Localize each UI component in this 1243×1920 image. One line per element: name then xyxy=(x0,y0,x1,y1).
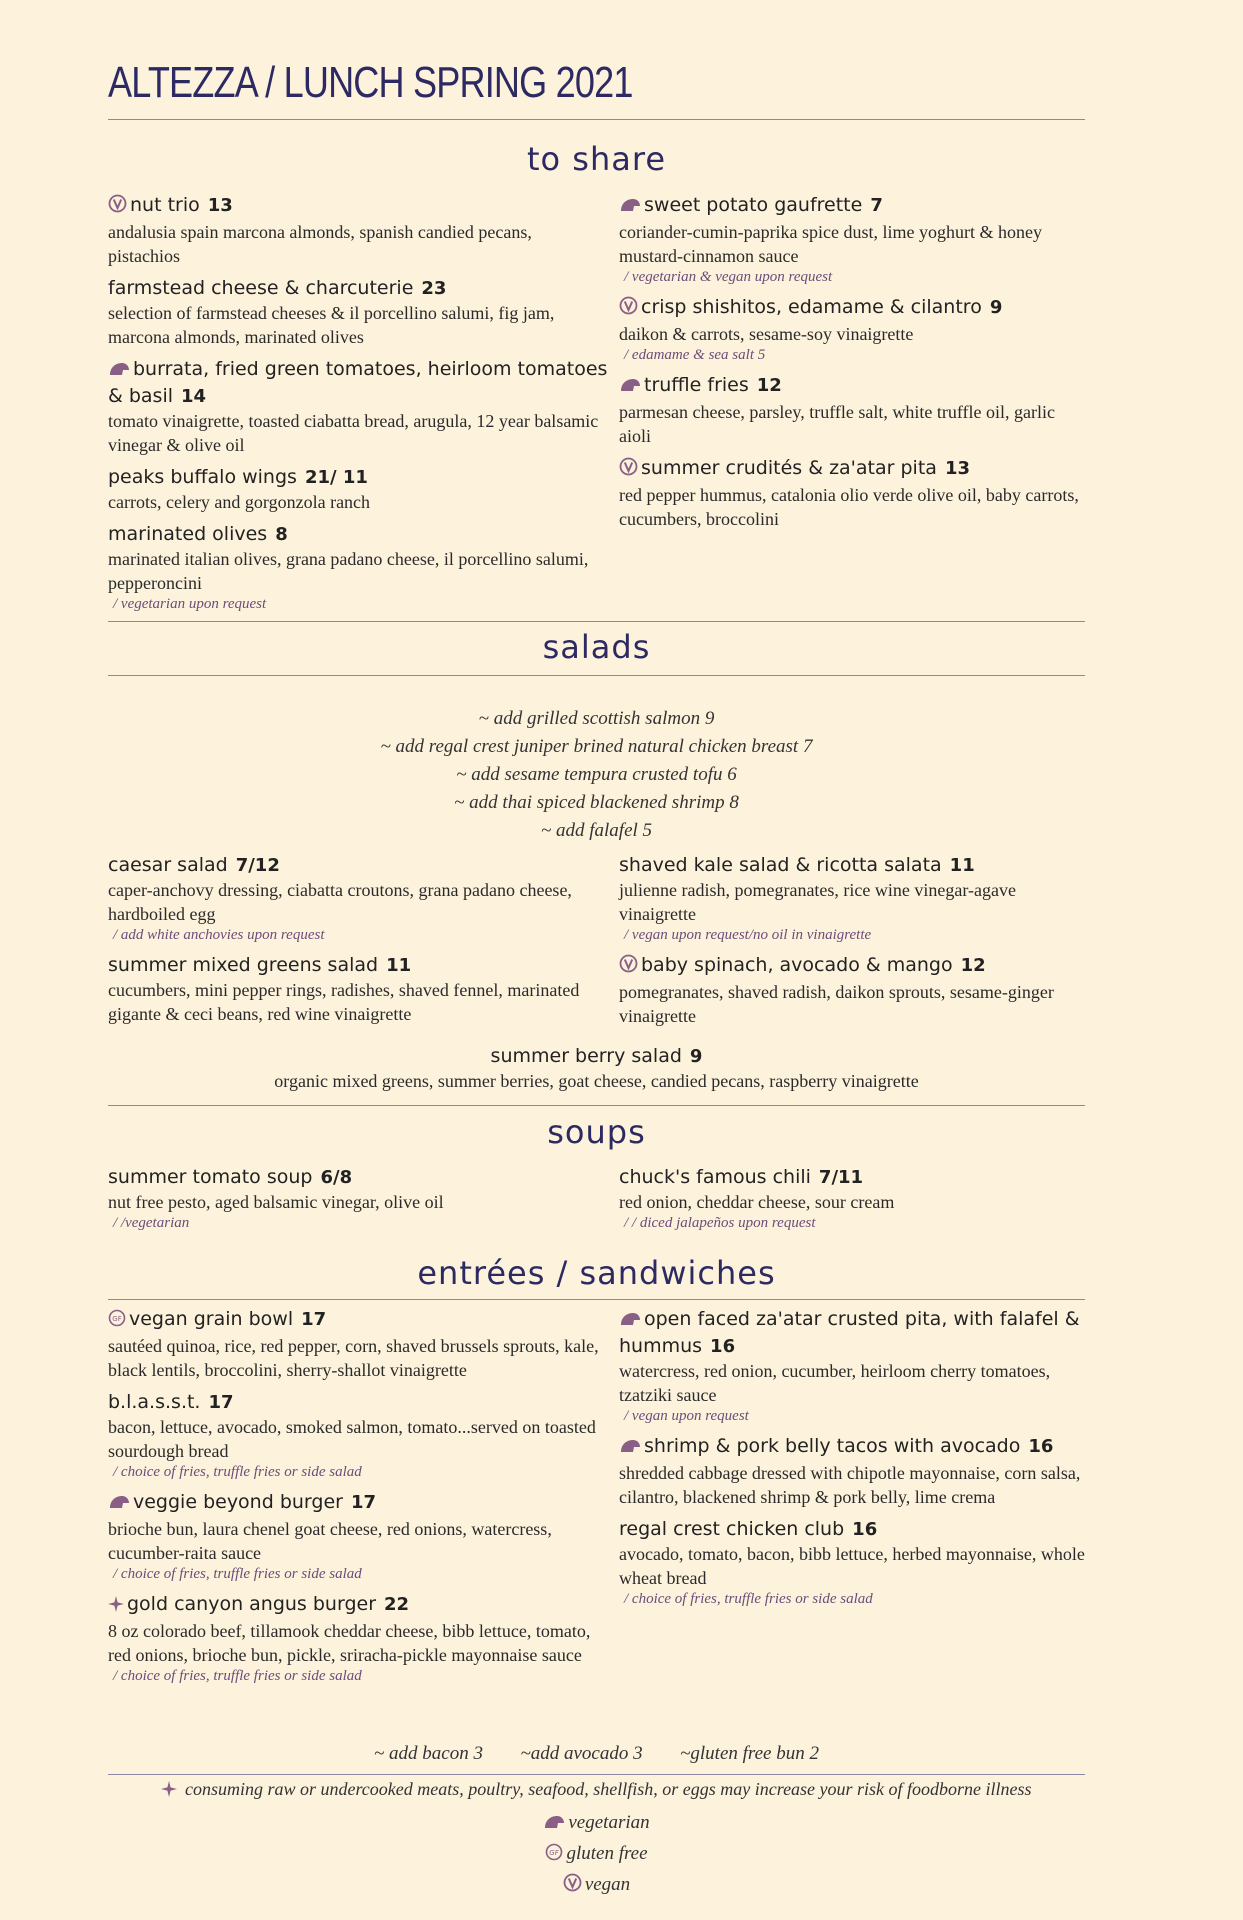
menu-item-description: bacon, lettuce, avocado, smoked salmon, tomato...served on toasted sourdough bread xyxy=(108,1417,596,1461)
extra-option: ~gluten free bun 2 xyxy=(680,1743,819,1764)
menu-item-description: organic mixed greens, summer berries, goat cheese, candied pecans, raspberry vinaigrette xyxy=(274,1071,919,1091)
menu-item-description: avocado, tomato, bacon, bibb lettuce, herbed mayonnaise, whole wheat bread xyxy=(619,1544,1085,1588)
menu-item xyxy=(108,1307,608,1382)
menu-item-price: 17 xyxy=(350,1492,377,1513)
menu-item-description: parmesan cheese, parsley, truffle salt, white truffle oil, garlic aioli xyxy=(619,402,1055,446)
menu-item-name: gold canyon angus burger 22 xyxy=(108,1592,608,1619)
salads-left-column xyxy=(108,853,608,1034)
menu-item-name: regal crest chicken club 16 xyxy=(619,1518,878,1540)
menu-item-description: cucumbers, mini pepper rings, radishes, shaved fennel, marinated gigante & ceci beans, red wine vinaigrette xyxy=(108,980,580,1024)
menu-item xyxy=(619,456,1085,531)
menu-item xyxy=(108,465,608,514)
menu-item-price: 11 xyxy=(386,955,412,976)
menu-item-price: 13 xyxy=(207,195,233,216)
menu-item-description: nut free pesto, aged balsamic vinegar, olive oil xyxy=(108,1192,444,1212)
summer-berry-salad xyxy=(108,1044,1085,1093)
menu-item-description: andalusia spain marcona almonds, spanish candied pecans, pistachios xyxy=(108,222,532,266)
vegetarian-icon xyxy=(108,359,130,384)
menu-item-price: 16 xyxy=(710,1336,736,1357)
menu-item-note: / vegetarian upon request xyxy=(113,596,267,612)
menu-item-name: summer tomato soup 6/8 xyxy=(108,1166,353,1188)
salad-add-on: ~ add thai spiced blackened shrimp 8 xyxy=(454,792,739,813)
gluten-free-icon xyxy=(108,1309,126,1334)
menu-item-description: marinated italian olives, grana padano cheese, il porcellino salumi, pepperoncini xyxy=(108,549,589,593)
menu-item xyxy=(619,953,1085,1028)
vegetarian-icon xyxy=(543,1810,565,1839)
menu-item-price: 6/8 xyxy=(320,1167,353,1188)
legend-gluten-free: GF gluten free xyxy=(108,1839,1085,1870)
legend-vegetarian: vegetarian xyxy=(108,1808,1085,1839)
menu-item-note: / / diced jalapeños upon request xyxy=(624,1215,816,1231)
menu-item-description: carrots, celery and gorgonzola ranch xyxy=(108,492,371,512)
menu-item-name: GF vegan grain bowl 17 xyxy=(108,1307,608,1334)
menu-item-price: 16 xyxy=(852,1519,878,1540)
extra-option: ~add avocado 3 xyxy=(520,1743,643,1764)
menu-item-price: 9 xyxy=(989,297,1003,318)
vegan-icon xyxy=(108,194,127,220)
menu-item-description: brioche bun, laura chenel goat cheese, red onions, watercress, cucumber-raita sauce xyxy=(108,1519,552,1563)
salad-add-on: ~ add falafel 5 xyxy=(540,820,653,841)
menu-item-name: sweet potato gaufrette 7 xyxy=(619,193,1085,220)
menu-item xyxy=(108,193,608,268)
svg-text:GF: GF xyxy=(549,1848,560,1857)
vegetarian-icon xyxy=(619,195,641,220)
menu-item xyxy=(619,373,1085,448)
share-right-column xyxy=(619,193,1085,539)
menu-item-name: open faced za'atar crusted pita, with falafel & hummus 16 xyxy=(619,1308,1080,1357)
menu-item-name: summer berry salad 9 xyxy=(490,1045,703,1067)
menu-item-price: 13 xyxy=(944,458,970,479)
menu-item-price: 12 xyxy=(960,955,986,976)
menu-item-price: 7/12 xyxy=(235,855,280,876)
share-left-column xyxy=(108,193,608,622)
menu-item-price: 17 xyxy=(208,1392,234,1413)
salads-right-column xyxy=(619,853,1085,1036)
divider xyxy=(108,119,1085,120)
menu-item-note: / choice of fries, truffle fries or side salad xyxy=(113,1668,362,1684)
menu-item-price: 22 xyxy=(384,1594,410,1615)
legend-vegan: vegan xyxy=(108,1870,1085,1901)
menu-item xyxy=(619,1165,1085,1233)
menu-item xyxy=(108,522,608,614)
menu-item-note: / edamame & sea salt 5 xyxy=(624,347,766,363)
menu-item-description: coriander-cumin-paprika spice dust, lime yoghurt & honey mustard-cinnamon sauce xyxy=(619,222,1043,266)
menu-item xyxy=(619,295,1085,365)
menu-item-name: summer mixed greens salad 11 xyxy=(108,954,412,976)
vegan-icon xyxy=(619,954,638,980)
menu-item-description: red pepper hummus, catalonia olio verde olive oil, baby carrots, cucumbers, broccolini xyxy=(619,485,1079,529)
menu-item xyxy=(619,1517,1085,1609)
salad-add-ons xyxy=(108,705,1085,845)
menu-item-name: marinated olives 8 xyxy=(108,523,288,545)
raw-warning-icon xyxy=(161,1781,177,1802)
vegetarian-icon xyxy=(619,375,641,400)
raw-warning-icon xyxy=(108,1594,124,1619)
entrees-left-column xyxy=(108,1307,608,1694)
menu-item-note: / choice of fries, truffle fries or side salad xyxy=(113,1566,362,1582)
salad-add-on: ~ add grilled scottish salmon 9 xyxy=(478,708,715,729)
menu-item-note: / add white anchovies upon request xyxy=(113,927,325,943)
menu-item-price: 23 xyxy=(421,278,447,299)
menu-item-description: pomegranates, shaved radish, daikon sprouts, sesame-ginger vinaigrette xyxy=(619,982,1054,1026)
menu-title: ALTEZZA / LUNCH SPRING 2021 xyxy=(108,58,633,107)
menu-item-price: 21/ 11 xyxy=(304,467,368,488)
svg-text:GF: GF xyxy=(112,1314,122,1323)
menu-item-description: watercress, red onion, cucumber, heirloom cherry tomatoes, tzatziki sauce xyxy=(619,1361,1051,1405)
menu-item-note: / vegan upon request/no oil in vinaigrette xyxy=(624,927,872,943)
menu-item-price: 7/11 xyxy=(818,1167,864,1188)
menu-item-note: / choice of fries, truffle fries or side salad xyxy=(624,1591,873,1607)
menu-item-note: / vegetarian & vegan upon request xyxy=(624,269,833,285)
vegetarian-icon xyxy=(619,1309,641,1334)
menu-item-price: 12 xyxy=(756,375,782,396)
menu-item-name: caesar salad 7/12 xyxy=(108,854,280,876)
vegan-icon xyxy=(619,457,638,483)
divider xyxy=(108,1105,1085,1106)
menu-item-description: tomato vinaigrette, toasted ciabatta bread, arugula, 12 year balsamic vinegar & olive oil xyxy=(108,411,599,455)
menu-item-name: peaks buffalo wings 21/ 11 xyxy=(108,466,368,488)
menu-item-price: 7 xyxy=(870,195,883,216)
menu-item-name: summer crudités & za'atar pita 13 xyxy=(619,456,1085,483)
gluten-free-icon xyxy=(545,1841,563,1870)
menu-item xyxy=(619,853,1085,945)
menu-item-price: 9 xyxy=(689,1046,703,1067)
menu-item-price: 11 xyxy=(949,855,975,876)
menu-item-name: shaved kale salad & ricotta salata 11 xyxy=(619,854,975,876)
entree-extras xyxy=(108,1743,1085,1765)
divider xyxy=(108,1774,1085,1775)
section-title-share: to share xyxy=(527,140,666,178)
menu-item-description: 8 oz colorado beef, tillamook cheddar cheese, bibb lettuce, tomato, red onions, brioche bun, pickle, sriracha-pickle mayonnaise sauce xyxy=(108,1621,591,1665)
menu-item xyxy=(108,276,608,349)
menu-item xyxy=(619,1434,1085,1509)
menu-item-name: shrimp & pork belly tacos with avocado 16 xyxy=(619,1434,1085,1461)
section-title-entrees: entrées / sandwiches xyxy=(417,1254,776,1292)
menu-item-price: 17 xyxy=(301,1309,327,1330)
extra-option: ~ add bacon 3 xyxy=(374,1743,483,1764)
soups-right-column xyxy=(619,1165,1085,1241)
menu-item xyxy=(108,1490,608,1584)
vegan-icon xyxy=(563,1872,582,1901)
menu-item-name: veggie beyond burger 17 xyxy=(108,1490,608,1517)
menu-item-name: burrata, fried green tomatoes, heirloom tomatoes & basil 14 xyxy=(108,358,608,407)
menu-item-name: crisp shishitos, edamame & cilantro 9 xyxy=(619,295,1085,322)
menu-item xyxy=(619,1307,1085,1426)
menu-item-price: 14 xyxy=(181,386,207,407)
icon-legend xyxy=(108,1808,1085,1901)
menu-item-description: sautéed quinoa, rice, red pepper, corn, shaved brussels sprouts, kale, black lentils, broccolini, sherry-shallot vinaigrette xyxy=(108,1336,599,1380)
divider xyxy=(108,621,1085,622)
menu-item-name: farmstead cheese & charcuterie 23 xyxy=(108,277,447,299)
menu-item-note: / /vegetarian xyxy=(113,1215,190,1231)
foodborne-warning: consuming raw or undercooked meats, poultry, seafood, shellfish, or eggs may increase your risk of foodborne illness xyxy=(108,1779,1085,1802)
menu-item xyxy=(108,1390,608,1482)
menu-item xyxy=(108,1592,608,1686)
menu-item-name: b.l.a.s.s.t. 17 xyxy=(108,1391,234,1413)
entrees-right-column xyxy=(619,1307,1085,1617)
menu-item xyxy=(108,357,608,457)
menu-item-name: chuck's famous chili 7/11 xyxy=(619,1166,864,1188)
divider xyxy=(108,1299,1085,1300)
menu-item-description: selection of farmstead cheeses & il porcellino salumi, fig jam, marcona almonds, marinated olives xyxy=(108,303,555,347)
menu-item-name: baby spinach, avocado & mango 12 xyxy=(619,953,1085,980)
menu-item-description: red onion, cheddar cheese, sour cream xyxy=(619,1192,895,1212)
menu-item xyxy=(108,853,608,945)
vegetarian-icon xyxy=(108,1492,130,1517)
menu-item-description: caper-anchovy dressing, ciabatta croutons, grana padano cheese, hardboiled egg xyxy=(108,880,572,924)
salad-add-on: ~ add regal crest juniper brined natural chicken breast 7 xyxy=(380,736,813,757)
menu-item-name: truffle fries 12 xyxy=(619,373,1085,400)
soups-left-column xyxy=(108,1165,608,1241)
menu-item-note: / vegan upon request xyxy=(624,1408,749,1424)
menu-item-name: nut trio 13 xyxy=(108,193,608,220)
menu-item-description: julienne radish, pomegranates, rice wine vinegar-agave vinaigrette xyxy=(619,880,1016,924)
divider xyxy=(108,675,1085,676)
vegan-icon xyxy=(619,296,638,322)
menu-item-note: / choice of fries, truffle fries or side salad xyxy=(113,1464,362,1480)
menu-item-description: daikon & carrots, sesame-soy vinaigrette xyxy=(619,324,914,344)
menu-item xyxy=(619,193,1085,287)
salad-add-on: ~ add sesame tempura crusted tofu 6 xyxy=(456,764,737,785)
vegetarian-icon xyxy=(619,1436,641,1461)
menu-item-description: shredded cabbage dressed with chipotle mayonnaise, corn salsa, cilantro, blackened shrimp & pork belly, lime crema xyxy=(619,1463,1081,1507)
menu-item-price: 8 xyxy=(275,524,288,545)
section-title-salads: salads xyxy=(542,628,651,666)
menu-item-price: 16 xyxy=(1028,1436,1054,1457)
menu-item xyxy=(108,1165,608,1233)
menu-item xyxy=(108,953,608,1026)
section-title-soups: soups xyxy=(547,1113,646,1151)
